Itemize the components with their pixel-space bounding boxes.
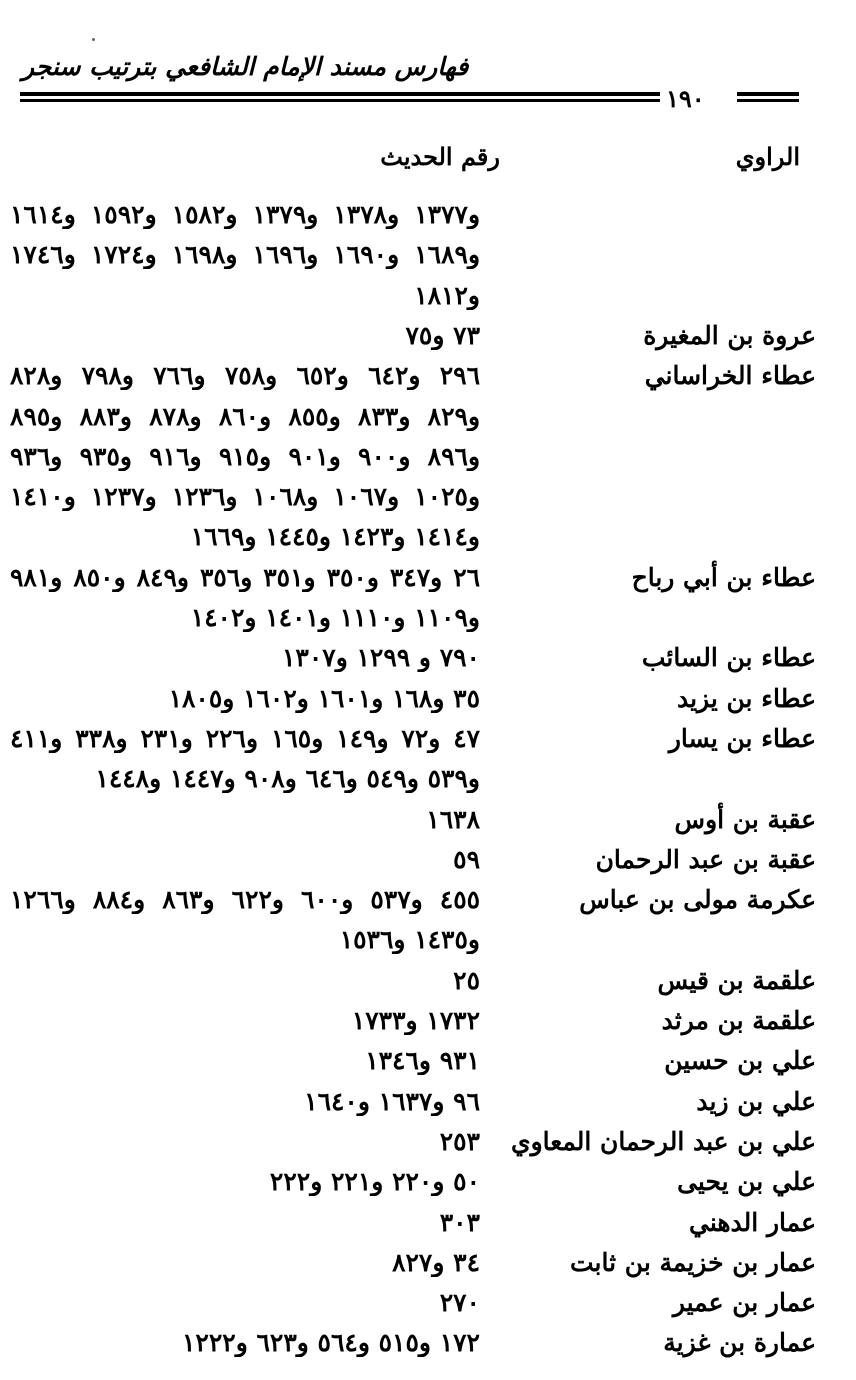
narrator-name: عطاء بن أبي رباح [631,562,816,592]
narrator-name: عطاء بن يزيد [676,683,816,713]
narrator-name: عمارة بن غزية [663,1328,816,1358]
hadith-numbers: و٥٣٩ و٥٤٩ و٦٤٦ و٩٠٨ و١٤٤٧ و١٤٤٨ [95,764,480,794]
hadith-numbers: و١٤٣٥ و١٥٣٦ [339,925,480,955]
hadith-numbers: ٤٧ و٧٢ و١٤٩ و١٦٥ و٢٢٦ و٢٣١ و٣٣٨ و٤١١ [10,723,480,753]
narrator-name: عمار بن عمير [672,1288,816,1318]
index-line [10,723,816,764]
narrator-name: عقبة بن أوس [674,804,816,834]
narrator-name: علي بن يحيى [677,1167,816,1197]
index-line [20,603,816,643]
index-line [20,281,816,321]
narrator-name: علي بن زيد [696,1086,816,1116]
hadith-numbers: ٢٥ [453,965,480,995]
index-line [10,361,816,401]
narrator-name: علقمة بن قيس [657,965,816,995]
index-line [20,925,816,965]
index-line [20,764,816,804]
index-line [20,684,816,724]
hadith-numbers: و١١٠٩ و١١١٠ و١٤٠١ و١٤٠٢ [190,603,480,632]
hadith-numbers: ٢٦ و٣٤٧ و٣٥٠ و٣٥١ و٣٥٦ و٨٤٩ و٨٥٠ و٩٨١ [10,562,480,592]
index-line [20,1208,816,1248]
index-line [20,1006,816,1046]
narrator-name: علي بن حسين [664,1046,816,1076]
speck [92,38,95,41]
narrator-name: عروة بن المغيرة [643,320,816,350]
hadith-numbers: و٨٢٩ و٨٣٣ و٨٥٥ و٨٦٠ و٨٧٨ و٨٨٣ و٨٩٥ [10,401,480,431]
narrator-name: عكرمة مولى بن عباس [579,885,816,915]
hadith-numbers: و١٤١٤ و١٤٢٣ و١٤٤٥ و١٦٦٩ [190,522,480,552]
index-line [10,885,816,925]
index-line [10,441,816,482]
hadith-numbers: ٤٥٥ و٥٣٧ و٦٠٠ و٦٢٢ و٨٦٣ و٨٨٤ و١٢٦٦ [10,885,480,915]
hadith-numbers: ١٧٣٢ و١٧٣٣ [351,1006,480,1035]
hadith-numbers: و١٨١٢ [414,280,480,310]
hadith-numbers: ٧٩٠ و ١٢٩٩ و١٣٠٧ [282,643,480,673]
narrator-name: عمار بن خزيمة بن ثابت [570,1247,816,1277]
index-line [10,240,816,280]
index-line [10,562,816,603]
index-line [20,1288,816,1328]
narrator-name: عطاء بن يسار [668,723,816,753]
index-line [20,522,816,562]
hadith-numbers: ٥٩ [453,844,480,874]
index-line [20,1046,816,1086]
header-rule-top-left [20,92,660,96]
hadith-numbers: ٣٥ و١٦٨ و١٦٠١ و١٦٠٢ و١٨٠٥ [168,683,480,713]
column-header-hadith-number: رقم الحديث [380,142,500,171]
header-rule-bottom-right [737,99,799,102]
narrator-name: علي بن عبد الرحمان المعاوي [511,1126,816,1156]
hadith-numbers: و١٠٢٥ و١٠٦٧ و١٠٦٨ و١٢٣٦ و١٢٣٧ و١٤١٠ [10,482,480,512]
hadith-numbers: و١٣٧٧ و١٣٧٨ و١٣٧٩ و١٥٨٢ و١٥٩٢ و١٦١٤ [10,200,480,229]
index-line [10,401,816,442]
hadith-numbers: ٣٤ و٨٢٧ [392,1247,480,1277]
hadith-numbers: و١٦٨٩ و١٦٩٠ و١٦٩٦ و١٦٩٨ و١٧٢٤ و١٧٤٦ [10,240,480,270]
index-line [20,1328,816,1368]
index-line [20,643,816,683]
index-line [20,805,816,845]
index-line [10,200,816,240]
hadith-numbers: ٥٠ و٢٢٠ و٢٢١ و٢٢٢ [269,1167,480,1197]
hadith-numbers: ١٧٢ و٥١٥ و٥٦٤ و٦٢٣ و١٢٢٢ [181,1328,480,1358]
hadith-numbers: ٢٥٣ [439,1126,480,1156]
narrator-name: عطاء بن السائب [641,643,816,673]
hadith-numbers: ٢٩٦ و٦٤٢ و٦٥٢ و٧٥٨ و٧٦٦ و٧٩٨ و٨٢٨ [10,361,480,391]
hadith-numbers: ٣٠٣ [439,1207,480,1237]
page-number: ١٩٠ [666,84,705,113]
header-rule-top-right [737,92,799,96]
hadith-numbers: ٩٦ و١٦٣٧ و١٦٤٠ [304,1086,480,1116]
hadith-numbers: ٧٣ و٧٥ [405,320,480,350]
header-rule-bottom-left [20,99,660,102]
hadith-numbers: ٩٣١ و١٣٤٦ [365,1046,480,1076]
hadith-numbers: ١٦٣٨ [426,804,480,834]
index-line [20,966,816,1006]
index-line [20,321,816,361]
column-header-narrator: الراوي [735,142,800,171]
index-line [20,1087,816,1127]
hadith-numbers: و٨٩٦ و٩٠٠ و٩٠١ و٩١٥ و٩١٦ و٩٣٥ و٩٣٦ [10,441,480,471]
index-line [20,1167,816,1207]
index-line [20,1127,816,1167]
index-line [20,845,816,885]
running-header-title: فهارس مسند الإمام الشافعي بترتيب سنجر [22,52,469,81]
narrator-name: عقبة بن عبد الرحمان [595,844,816,874]
narrator-name: علقمة بن مرثد [661,1006,816,1035]
narrator-name: عمار الدهني [688,1207,816,1237]
hadith-numbers: ٢٧٠ [439,1288,480,1318]
index-line [10,482,816,522]
narrator-name: عطاء الخراساني [644,361,816,391]
index-line [20,1248,816,1288]
